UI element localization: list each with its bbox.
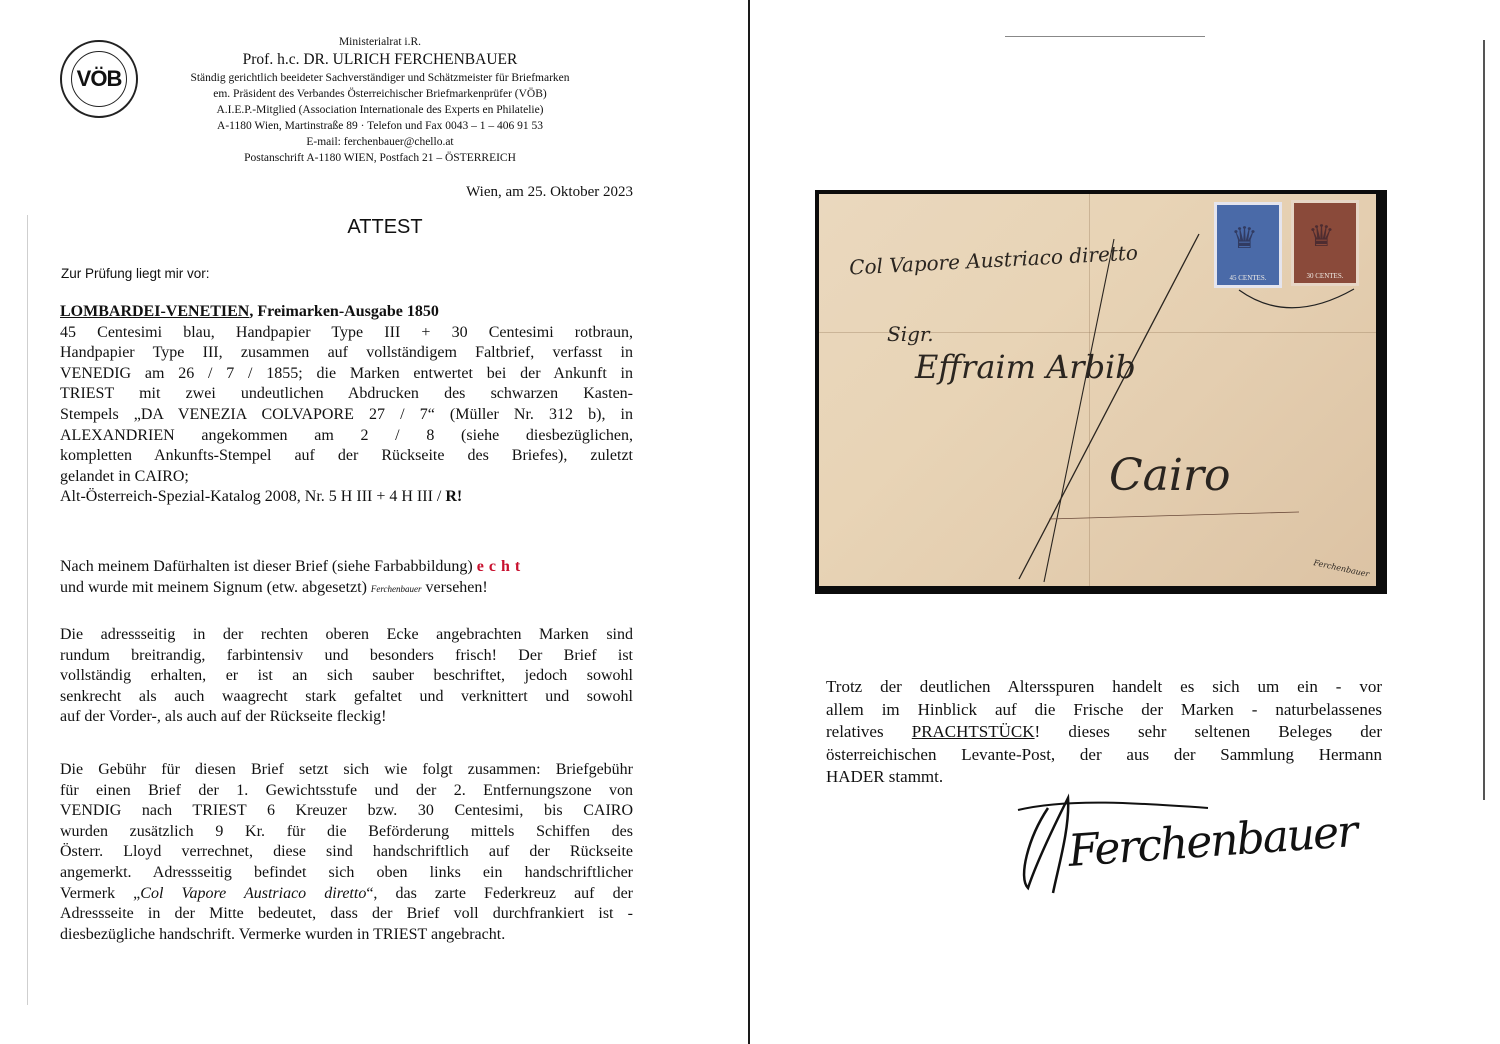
paragraph-line: Stempels „DA VENEZIA COLVAPORE 27 / 7“ (Müller Nr. 312 b), in (60, 405, 633, 423)
letterhead-title: Ministerialrat i.R. (338, 36, 422, 48)
note-italic: Col Vapore Austriaco diretto (140, 884, 367, 902)
letterhead-name: Prof. h.c. DR. ULRICH FERCHENBAUER (242, 51, 518, 68)
expert-signum: Ferchenbauer (1312, 558, 1371, 579)
issue-heading (60, 302, 633, 323)
condition-paragraph (60, 625, 633, 728)
paragraph-line: vollständig erhalten, er ist an sich sauber beschriftet, jedoch sowohl (60, 667, 633, 685)
paragraph-line: VENDIG nach TRIEST 6 Kreuzer bzw. 30 Centesimi, bis CAIRO (60, 802, 633, 820)
catalog-text: Alt-Österreich-Spezial-Katalog 2008, Nr. 5 H III + 4 H III / (60, 488, 446, 506)
paragraph-line: allem im Hinblick auf die Frische der Marken - naturbelassenes (826, 699, 1382, 719)
handwritten-destination: Cairo (1109, 450, 1231, 501)
page-divider (748, 0, 750, 1044)
stamp-45-centesimi (1214, 202, 1282, 288)
rarity-mark: R! (445, 488, 463, 506)
postage-paragraph (60, 760, 633, 945)
date-line: Wien, am 25. Oktober 2023 (466, 184, 633, 200)
prefix-text: relatives (826, 722, 912, 742)
letterhead (150, 34, 610, 166)
letterhead-address: A-1180 Wien, Martinstraße 89 · Telefon und Fax 0043 – 1 – 406 91 53 (217, 120, 543, 132)
paragraph-line: gelandet in CAIRO; (60, 467, 189, 485)
stamp-caption: 30 CENTES. (1306, 272, 1344, 280)
prachtstueck-text: PRACHTSTÜCK (911, 722, 1035, 742)
paragraph-line: für einen Brief der 1. Gewichtsstufe und der 2. Entfernungszone von (60, 781, 633, 799)
verdict-paragraph (60, 557, 633, 599)
voeb-seal-center (71, 51, 127, 107)
letterhead-line: A.I.E.P.-Mitglied (Association Internationale des Experts en Philatelie) (216, 104, 544, 116)
summary-paragraph (826, 676, 1382, 789)
letterhead-line: em. Präsident des Verbandes Österreichischer Briefmarkenprüfer (VÖB) (213, 88, 547, 100)
paragraph-line: TRIEST mit zwei undeutlichen Abdrucken des schwarzen Kasten- (60, 385, 633, 403)
verdict-line (60, 557, 633, 578)
stamp-caption: 45 CENTES. (1229, 274, 1267, 282)
paragraph-line: rundum breitrandig, farbintensiv und besonders frisch! Der Brief ist (60, 646, 633, 664)
paragraph-line: Österr. Lloyd verrechnet, diese sind handschriftlich auf der Rückseite (60, 843, 633, 861)
paragraph-line: diesbezügliche handschrift. Vermerke wurden in TRIEST angebracht. (60, 925, 506, 943)
paragraph-line: Die Gebühr für diesen Brief setzt sich wie folgt zusammen: Briefgebühr (60, 761, 633, 778)
letterhead-email: E-mail: ferchenbauer@chello.at (306, 136, 454, 148)
paragraph-line: ALEXANDRIEN angekommen am 2 / 8 (siehe diesbezüglichen, (60, 426, 633, 444)
letterhead-postal: Postanschrift A-1180 WIEN, Postfach 21 – ÖSTERREICH (244, 152, 516, 164)
left-fold-line (27, 215, 28, 1005)
voeb-seal (60, 40, 138, 118)
paragraph-line: angemerkt. Adressseitig befindet sich oben links ein handschriftlicher (60, 863, 633, 881)
paragraph-line: senkrecht als auch waagrecht stark gefaltet und verknittert und sowohl (60, 687, 633, 705)
paragraph-line (60, 884, 633, 905)
cover-photo (815, 190, 1387, 594)
document-title: ATTEST (347, 216, 423, 238)
paragraph-line: Adressseite in der Mitte bedeutet, dass der Brief voll durchfrankiert ist - (60, 905, 633, 923)
paragraph-line: kompletten Ankunfts-Stempel auf der Rückseite des Briefes), zuletzt (60, 447, 633, 465)
intro-text: Zur Prüfung liegt mir vor: (61, 266, 210, 281)
signum-text: und wurde mit meinem Signum (etw. abgesetzt) (60, 578, 367, 596)
folded-letter (819, 194, 1376, 586)
top-rule (1005, 36, 1205, 37)
handwritten-salutation: Sigr. (887, 322, 934, 346)
echt-verdict: echt (476, 558, 526, 575)
paragraph-line: HADER stammt. (826, 767, 944, 787)
signum-end: versehen! (425, 578, 488, 596)
verdict-text: Nach meinem Dafürhalten ist dieser Brief (siehe Farbabbildung) (60, 558, 473, 575)
signum-mark: Ferchenbauer (370, 583, 422, 594)
paragraph-line: österreichischen Levante-Post, der aus der Sammlung Hermann (826, 744, 1382, 764)
signature-text: Ferchenbauer (1066, 806, 1358, 877)
right-edge-line (1483, 40, 1485, 800)
suffix-text: ! dieses sehr seltenen Beleges der (1034, 722, 1382, 742)
note-suffix: “, das zarte Federkreuz auf der (366, 884, 634, 902)
signum-line (60, 578, 633, 600)
issue-heading-rest: , Freimarken-Ausgabe 1850 (249, 303, 439, 320)
paragraph-line: Die adressseitig in der rechten oberen Ecke angebrachten Marken sind (60, 626, 633, 643)
paragraph-line: VENEDIG am 26 / 7 / 1855; die Marken entwertet bei der Ankunft in (60, 364, 633, 382)
paragraph-line (826, 721, 1382, 744)
handwritten-addressee: Effraim Arbib (915, 348, 1136, 386)
stamp-30-centesimi (1291, 200, 1359, 286)
issue-heading-country: LOMBARDEI-VENETIEN (60, 303, 250, 320)
letterhead-line: Ständig gerichtlich beeideter Sachverständiger und Schätzmeister für Briefmarken (190, 72, 570, 84)
paragraph-line: Trotz der deutlichen Altersspuren handelt es sich um ein - vor (826, 677, 1382, 696)
eagle-icon: ♛ (1308, 220, 1335, 253)
eagle-icon: ♛ (1231, 222, 1258, 255)
note-prefix: Vermerk „ (60, 884, 141, 902)
description-paragraph (60, 302, 633, 508)
seal-text: VÖB (76, 66, 122, 91)
paragraph-line: auf der Vorder-, als auch auf der Rückseite fleckig! (60, 708, 387, 726)
paragraph-line: Handpapier Type III, zusammen auf vollständigem Faltbrief, verfasst in (60, 344, 633, 362)
paragraph-line: 45 Centesimi blau, Handpapier Type III + 30 Centesimi rotbraun, (60, 323, 633, 341)
handwritten-route-note: Col Vapore Austriaco diretto (848, 240, 1139, 280)
catalog-line (60, 487, 633, 508)
paragraph-line: wurden zusätzlich 9 Kr. für die Beförderung mittels Schiffen des (60, 822, 633, 840)
